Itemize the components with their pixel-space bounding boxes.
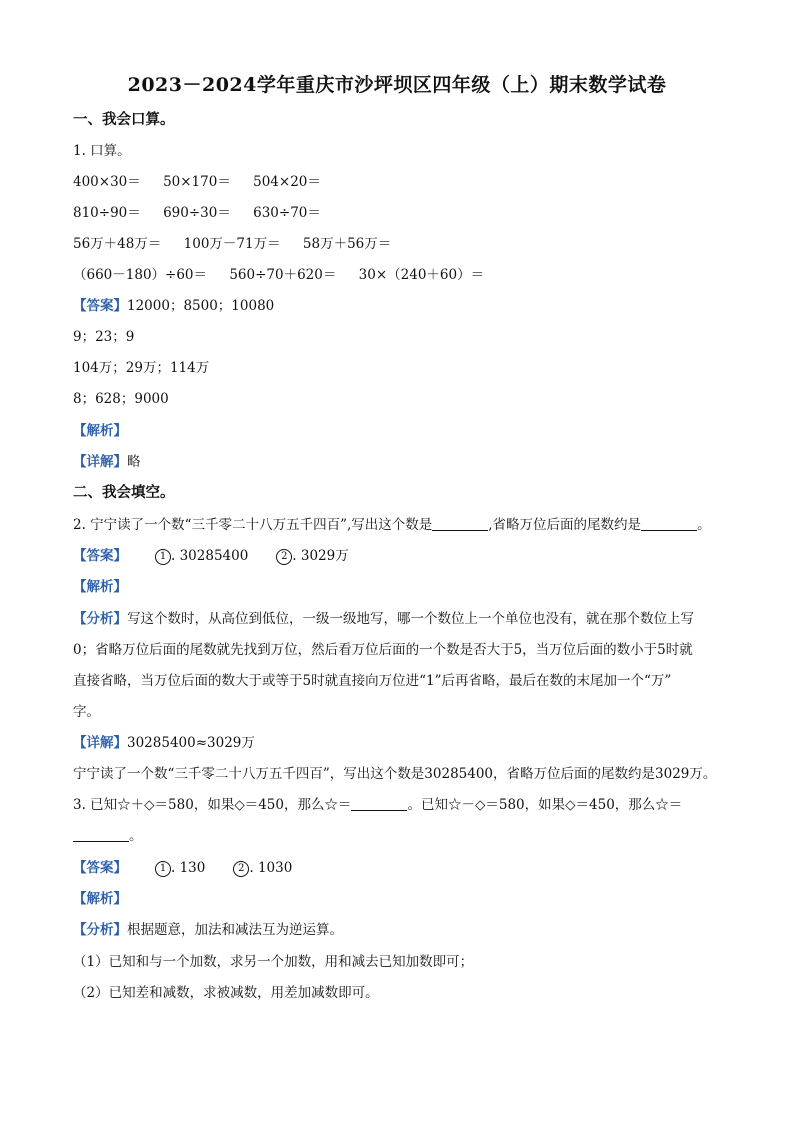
q1-item: 56万＋48万＝ [73,236,162,252]
q2-fenxi-line-1 [73,609,694,629]
exam-title: 2023－2024学年重庆市沙坪坝区四年级（上）期末数学试卷 [127,74,667,96]
answer-tag: 【答案】 [73,298,127,314]
answer-tag: 【答案】 [73,548,127,564]
q1-item: 58万＋56万＝ [302,236,392,252]
q3-stem-line-2 [73,826,143,846]
q1-answer-2: 9；23；9 [73,329,135,345]
answer-blank [351,796,407,811]
section-heading-fill: 二、我会填空。 [73,484,175,501]
q3-answer-1: . 130 [171,860,206,876]
q1-row-2 [73,203,321,223]
detail-tag: 【详解】 [73,454,127,470]
q3-stem-line-1 [73,795,682,815]
q1-item: 560÷70＋620＝ [229,267,337,283]
q1-detail: 略 [127,454,141,470]
q2-answer-line [73,546,349,566]
q3-fenxi: 根据题意，加法和减法互为逆运算。 [127,922,343,938]
answer-blank [641,516,697,531]
q1-answer-1: 12000；8500；10080 [127,298,275,314]
q1-answer-3: 104万；29万；114万 [73,360,210,376]
q3-stem-text: 。已知☆－◇＝580，如果◇＝450，那么☆＝ [407,797,683,813]
q1-answer-4: 8；628；9000 [73,391,169,407]
q1-stem: 1. 口算。 [73,143,131,159]
q1-item: 50×170＝ [163,174,231,190]
circled-number: 1 [155,861,171,877]
q1-row-1 [73,172,321,192]
q2-detail-line [73,733,255,753]
q1-item: 690÷30＝ [163,205,231,221]
answer-blank [432,516,488,531]
q2-conclusion: 宁宁读了一个数“三千零二十八万五千四百”，写出这个数是30285400，省略万位后面的尾数约是3029万。 [73,766,717,782]
fenxi-tag: 【分析】 [73,611,127,627]
q1-item: 400×30＝ [73,174,141,190]
q2-stem-text: 2. 宁宁读了一个数“三千零二十八万五千四百”,写出这个数是 [73,517,433,533]
q3-stem-text: 3. 已知☆＋◇＝580，如果◇＝450，那么☆＝ [73,797,352,813]
circled-number: 2 [233,861,249,877]
q1-analysis-tag: 【解析】 [73,423,127,439]
fenxi-tag: 【分析】 [73,922,127,938]
circled-number: 2 [276,549,292,565]
q2-stem [73,515,711,535]
q3-point-2: （2）已知差和减数，求被减数，用差加减数即可。 [73,985,379,1001]
q2-answer-1: . 30285400 [171,548,249,564]
circled-number: 1 [155,549,171,565]
q1-row-3 [73,234,391,254]
q3-answer-2: . 1030 [249,860,293,876]
q2-fenxi-text: 写这个数时，从高位到低位，一级一级地写，哪一个数位上一个单位也没有，就在那个数位上写 [127,611,694,627]
q2-stem-text: ,省略万位后面的尾数约是 [488,517,642,533]
q1-item: 100万－71万＝ [183,236,281,252]
q2-fenxi-line-3: 直接省略，当万位后面的数大于或等于5时就直接向万位进“1”后再省略，最后在数的末尾加一个“万” [73,673,672,689]
q3-analysis-tag: 【解析】 [73,891,127,907]
q3-point-1: （1）已知和与一个加数，求另一个加数，用和减去已知加数即可； [73,954,474,970]
q1-detail-line [73,452,141,472]
detail-tag: 【详解】 [73,735,127,751]
q2-detail: 30285400≈3029万 [127,735,255,751]
answer-blank [73,827,129,842]
q2-fenxi-line-4: 字。 [73,704,100,720]
q2-fenxi-line-2: 0；省略万位后面的尾数就先找到万位，然后看万位后面的一个数是否大于5，当万位后面的数小于5时就 [73,642,693,658]
q3-answer-line [73,858,292,878]
q2-stem-text: 。 [697,517,711,533]
q1-item: 504×20＝ [253,174,321,190]
answer-tag: 【答案】 [73,860,127,876]
q1-item: （660－180）÷60＝ [73,267,208,283]
q1-item: 30×（240＋60）＝ [358,267,485,283]
q2-answer-2: . 3029万 [292,548,349,564]
q1-item: 810÷90＝ [73,205,141,221]
q3-fenxi-line [73,920,343,940]
q3-stem-text: 。 [129,828,143,844]
section-heading-oral: 一、我会口算。 [73,111,175,128]
q1-row-4 [73,265,484,285]
q1-item: 630÷70＝ [253,205,321,221]
q2-analysis-tag: 【解析】 [73,579,127,595]
q1-answer-line [73,296,274,316]
